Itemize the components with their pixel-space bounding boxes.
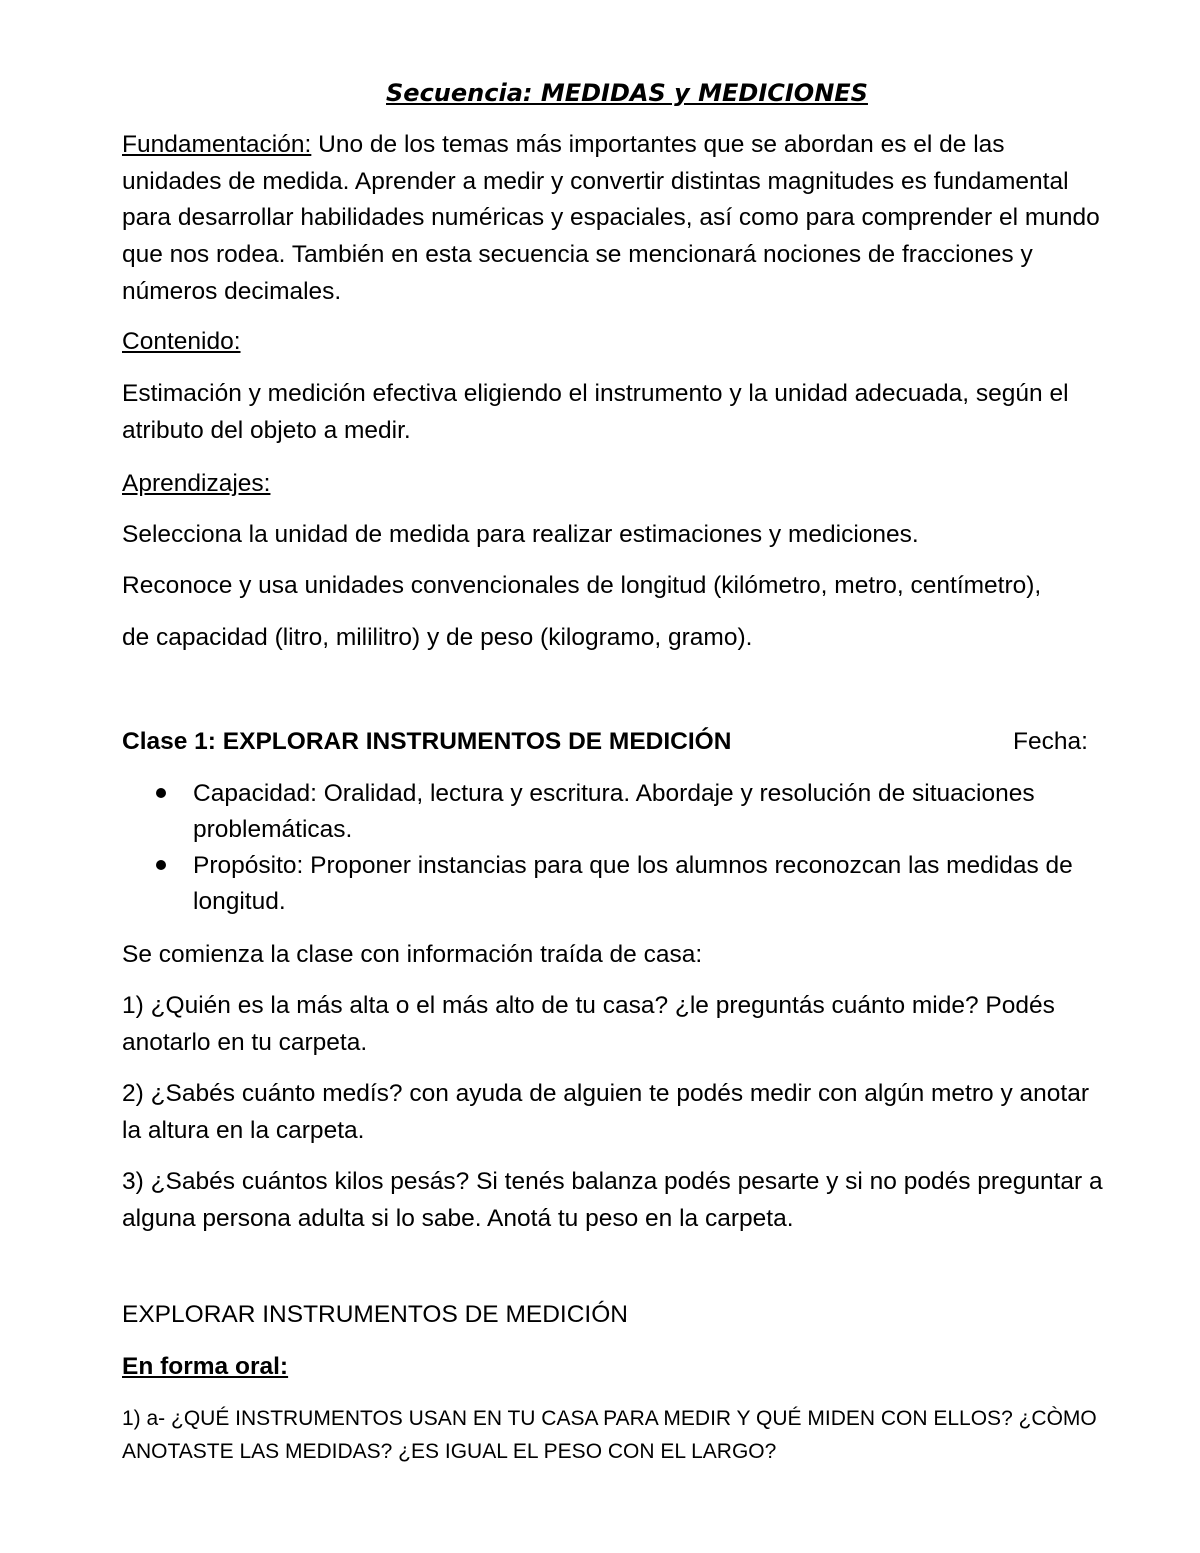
oral-question-line-1: 1) a- ¿QUÉ INSTRUMENTOS USAN EN TU CASA PARA MEDIR Y QUÉ MIDEN CON ELLOS? ¿CÒMO: [122, 1407, 1097, 1430]
bullet-icon: [156, 788, 166, 798]
clase1-intro: Se comienza la clase con información traída de casa:: [122, 941, 703, 968]
bullet-2-line-1: Propósito: Proponer instancias para que los alumnos reconozcan las medidas de: [193, 852, 1073, 879]
fundamentacion-label: Fundamentación:: [122, 131, 312, 158]
fundamentacion-line-4: que nos rodea. También en esta secuencia se mencionará nociones de fracciones y: [122, 241, 1033, 268]
question-2-line-1: 2) ¿Sabés cuánto medís? con ayuda de alguien te podés medir con algún metro y anotar: [122, 1080, 1089, 1107]
aprendizajes-line-1: Selecciona la unidad de medida para realizar estimaciones y mediciones.: [122, 521, 919, 548]
bullet-2-line-2: longitud.: [193, 888, 286, 915]
contenido-line-1: Estimación y medición efectiva eligiendo el instrumento y la unidad adecuada, según el: [122, 380, 1069, 407]
contenido-label: Contenido:: [122, 328, 241, 355]
fundamentacion-line-3: para desarrollar habilidades numéricas y espaciales, así como para comprender el mundo: [122, 204, 1100, 231]
fecha-label: Fecha:: [1013, 728, 1088, 755]
fundamentacion-line-5: números decimales.: [122, 278, 342, 305]
oral-question-line-2: ANOTASTE LAS MEDIDAS? ¿ES IGUAL EL PESO CON EL LARGO?: [122, 1440, 777, 1463]
fundamentacion-line-1: [122, 131, 1005, 159]
question-1-line-2: anotarlo en tu carpeta.: [122, 1029, 368, 1056]
explorar-heading: EXPLORAR INSTRUMENTOS DE MEDICIÓN: [122, 1301, 628, 1328]
question-3-line-2: alguna persona adulta si lo sabe. Anotá tu peso en la carpeta.: [122, 1205, 794, 1232]
contenido-line-2: atributo del objeto a medir.: [122, 417, 411, 444]
bullet-1-line-1: Capacidad: Oralidad, lectura y escritura. Abordaje y resolución de situaciones: [193, 780, 1035, 807]
question-1-line-1: 1) ¿Quién es la más alta o el más alto de tu casa? ¿le preguntás cuánto mide? Podés: [122, 992, 1055, 1019]
aprendizajes-line-2: Reconoce y usa unidades convencionales de longitud (kilómetro, metro, centímetro),: [122, 572, 1042, 599]
clase1-heading: Clase 1: EXPLORAR INSTRUMENTOS DE MEDICIÓN: [122, 728, 732, 755]
bullet-1-line-2: problemáticas.: [193, 816, 353, 843]
bullet-icon: [156, 860, 166, 870]
fundamentacion-line-2: unidades de medida. Aprender a medir y convertir distintas magnitudes es fundamental: [122, 168, 1069, 195]
oral-label: En forma oral:: [122, 1353, 289, 1380]
aprendizajes-line-3: de capacidad (litro, mililitro) y de peso (kilogramo, gramo).: [122, 624, 753, 651]
question-2-line-2: la altura en la carpeta.: [122, 1117, 365, 1144]
page-title: Secuencia: MEDIDAS y MEDICIONES: [386, 79, 868, 107]
fundamentacion-text-1: Uno de los temas más importantes que se abordan es el de las: [311, 131, 1005, 158]
aprendizajes-label: Aprendizajes:: [122, 470, 271, 497]
question-3-line-1: 3) ¿Sabés cuántos kilos pesás? Si tenés balanza podés pesarte y si no podés preguntar a: [122, 1168, 1103, 1195]
